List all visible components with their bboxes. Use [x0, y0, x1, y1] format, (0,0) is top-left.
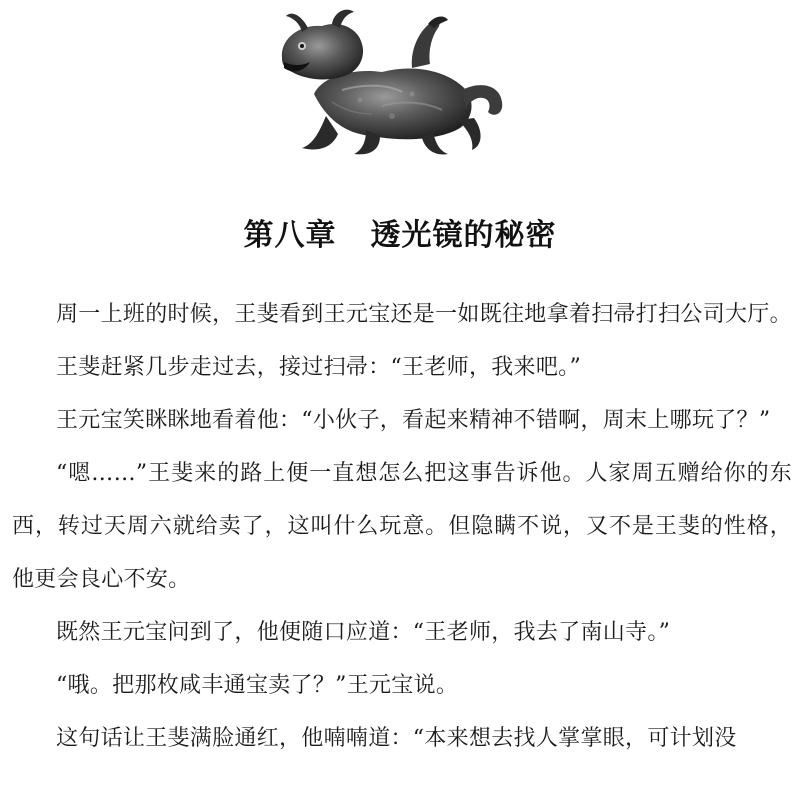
- paragraph: 周一上班的时候，王斐看到王元宝还是一如既往地拿着扫帚打扫公司大厅。: [56, 302, 792, 327]
- bronze-qilin-beast-icon: [262, 6, 514, 156]
- paragraph: 既然王元宝问到了，他便随口应道：“王老师，我去了南山寺。”: [56, 620, 671, 645]
- paragraph: 王斐赶紧几步走过去，接过扫帚：“王老师，我来吧。”: [56, 355, 581, 380]
- chapter-body: [12, 288, 792, 765]
- chapter-title: [0, 210, 800, 254]
- paragraph: “嗯……”王斐来的路上便一直想怎么把这事告诉他。人家周五赠给你的东西，转过天周六就给卖了，这叫什么玩意。但隐瞒不说，又不是王斐的性格，他更会良心不安。: [12, 461, 792, 592]
- chapter-name: 透光镜的秘密: [370, 218, 557, 254]
- paragraph: 这句话让王斐满脸通红，他喃喃道：“本来想去找人掌掌眼，可计划没: [56, 726, 737, 751]
- paragraph: “哦。把那枚咸丰通宝卖了？”王元宝说。: [56, 673, 459, 698]
- chapter-number: 第八章: [243, 218, 337, 254]
- paragraph: 王元宝笑眯眯地看着他：“小伙子，看起来精神不错啊，周末上哪玩了？”: [56, 408, 771, 433]
